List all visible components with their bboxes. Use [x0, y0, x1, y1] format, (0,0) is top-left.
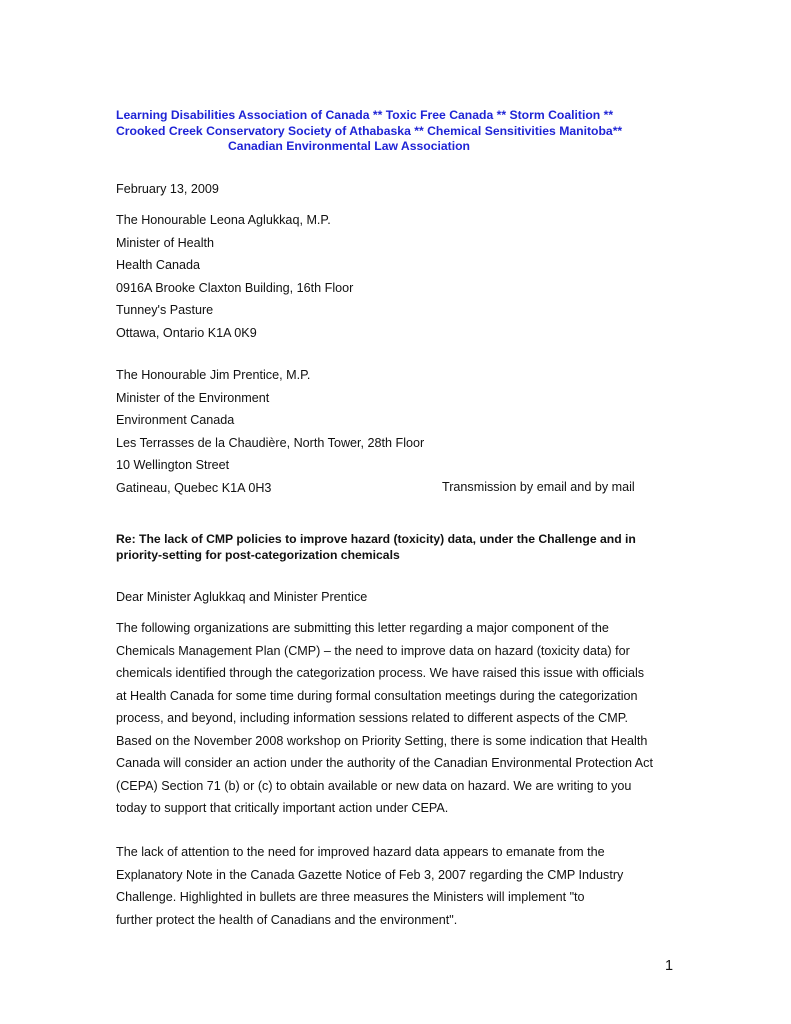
recipient-address-line: 0916A Brooke Claxton Building, 16th Floor: [116, 280, 354, 295]
paragraph-line: Challenge. Highlighted in bullets are three measures the Ministers will implement "to: [116, 890, 585, 904]
paragraph-line: Canada will consider an action under the authority of the Canadian Environmental Protection Act: [116, 756, 653, 770]
letter-date: February 13, 2009: [116, 182, 219, 196]
paragraph-line: further protect the health of Canadians and the environment".: [116, 912, 458, 927]
recipient-department: Health Canada: [116, 258, 201, 272]
paragraph-line: Explanatory Note in the Canada Gazette Notice of Feb 3, 2007 regarding the CMP Industry: [116, 867, 624, 882]
salutation: Dear Minister Aglukkaq and Minister Prentice: [116, 590, 368, 604]
body-paragraph-1: [116, 617, 696, 820]
paragraph-line: today to support that critically important action under CEPA.: [116, 801, 449, 815]
transmission-note: Transmission by email and by mail: [442, 480, 635, 494]
paragraph-line: process, and beyond, including information sessions related to different aspects of the CMP.: [116, 711, 628, 725]
recipient-block-environment: [116, 364, 424, 499]
paragraph-line: chemicals identified through the categorization process. We have raised this issue with officials: [116, 666, 645, 680]
paragraph-line: Chemicals Management Plan (CMP) – the need to improve data on hazard (toxicity data) for: [116, 643, 630, 658]
recipient-address-line: Tunney's Pasture: [116, 303, 214, 317]
recipient-address-line: Les Terrasses de la Chaudière, North Tower, 28th Floor: [116, 435, 425, 450]
letterhead-line: Learning Disabilities Association of Canada ** Toxic Free Canada ** Storm Coalition **: [116, 108, 614, 122]
recipient-city: Ottawa, Ontario K1A 0K9: [116, 325, 257, 340]
subject-line: [116, 532, 686, 563]
body-paragraph-2: [116, 841, 696, 931]
recipient-city: Gatineau, Quebec K1A 0H3: [116, 480, 272, 495]
recipient-name: The Honourable Jim Prentice, M.P.: [116, 368, 311, 382]
letterhead: [116, 108, 716, 155]
subject-line-text: Re: The lack of CMP policies to improve hazard (toxicity) data, under the Challenge and in: [116, 532, 636, 546]
page-number: 1: [665, 958, 674, 974]
paragraph-line: Based on the November 2008 workshop on Priority Setting, there is some indication that Health: [116, 733, 648, 748]
paragraph-line: (CEPA) Section 71 (b) or (c) to obtain available or new data on hazard. We are writing to you: [116, 778, 632, 793]
paragraph-line: at Health Canada for some time during formal consultation meetings during the categorization: [116, 688, 638, 703]
recipient-title: Minister of the Environment: [116, 390, 270, 405]
subject-line-text: priority-setting for post-categorization chemicals: [116, 547, 400, 562]
paragraph-line: The following organizations are submitting this letter regarding a major component of the: [116, 621, 609, 635]
recipient-name: The Honourable Leona Aglukkaq, M.P.: [116, 213, 331, 227]
letterhead-line: Crooked Creek Conservatory Society of Athabaska ** Chemical Sensitivities Manitoba**: [116, 123, 623, 138]
recipient-address-line: 10 Wellington Street: [116, 458, 230, 472]
paragraph-line: The lack of attention to the need for improved hazard data appears to emanate from the: [116, 845, 605, 859]
recipient-department: Environment Canada: [116, 413, 235, 427]
recipient-block-health: [116, 209, 353, 344]
recipient-title: Minister of Health: [116, 235, 214, 250]
letterhead-line: Canadian Environmental Law Association: [228, 139, 470, 154]
